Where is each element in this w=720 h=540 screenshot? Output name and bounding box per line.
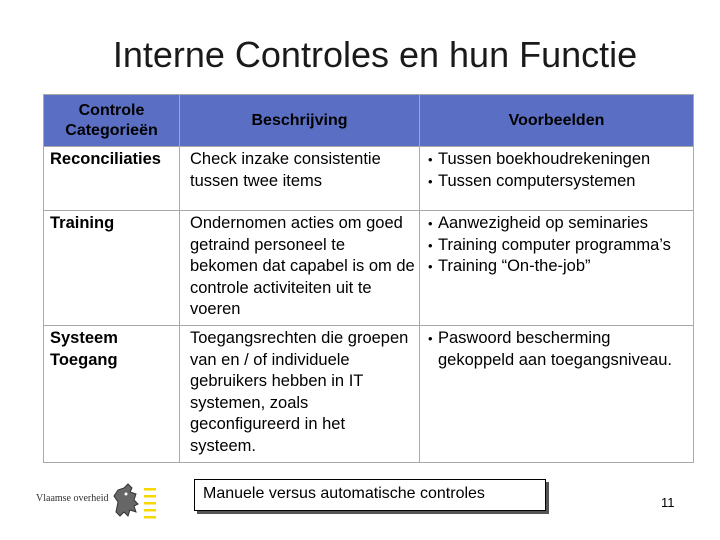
example-item: • Aanwezigheid op seminaries [428,214,649,232]
example-item: • Tussen computersystemen [428,171,636,190]
row-description: Toegangsrechten die groepen van en / of individuele gebruikers hebben in IT systemen, zoals geconfigureerd in het systeem. [180,326,420,463]
row-description: Ondernomen acties om goed getraind personeel te bekomen dat capabel is om de controle activiteiten uit te voeren [180,211,420,326]
slide-title: Interne Controles en hun Functie [112,34,638,75]
page-number: 11 [661,495,675,510]
example-item: • Training computer programma’s [428,235,671,254]
row-description: Check inzake consistentie tussen twee items [180,147,420,211]
controls-table [43,94,694,463]
row-category: Systeem Toegang [44,326,180,463]
example-item: • Paswoord bescherming gekoppeld aan toegangsniveau. [428,329,672,369]
row-examples [420,326,694,463]
example-item: • Tussen boekhoudrekeningen [428,150,651,168]
callout-box: Manuele versus automatische controles [194,479,546,511]
table-header-row [44,95,694,147]
table-row [44,147,694,211]
example-item: • Training “On-the-job” [428,257,591,275]
vlaamse-overheid-logo [36,482,166,522]
table-row [44,211,694,326]
row-category: Reconciliaties [44,147,180,211]
header-examples: Voorbeelden [420,95,694,147]
header-description: Beschrijving [180,95,420,147]
row-category: Training [44,211,180,326]
row-examples [420,211,694,326]
table-row [44,326,694,463]
header-category: Controle Categorieën [44,95,180,147]
row-examples [420,147,694,211]
flemish-lion-icon [108,482,164,522]
logo-text: Vlaamse overheid [36,493,109,504]
